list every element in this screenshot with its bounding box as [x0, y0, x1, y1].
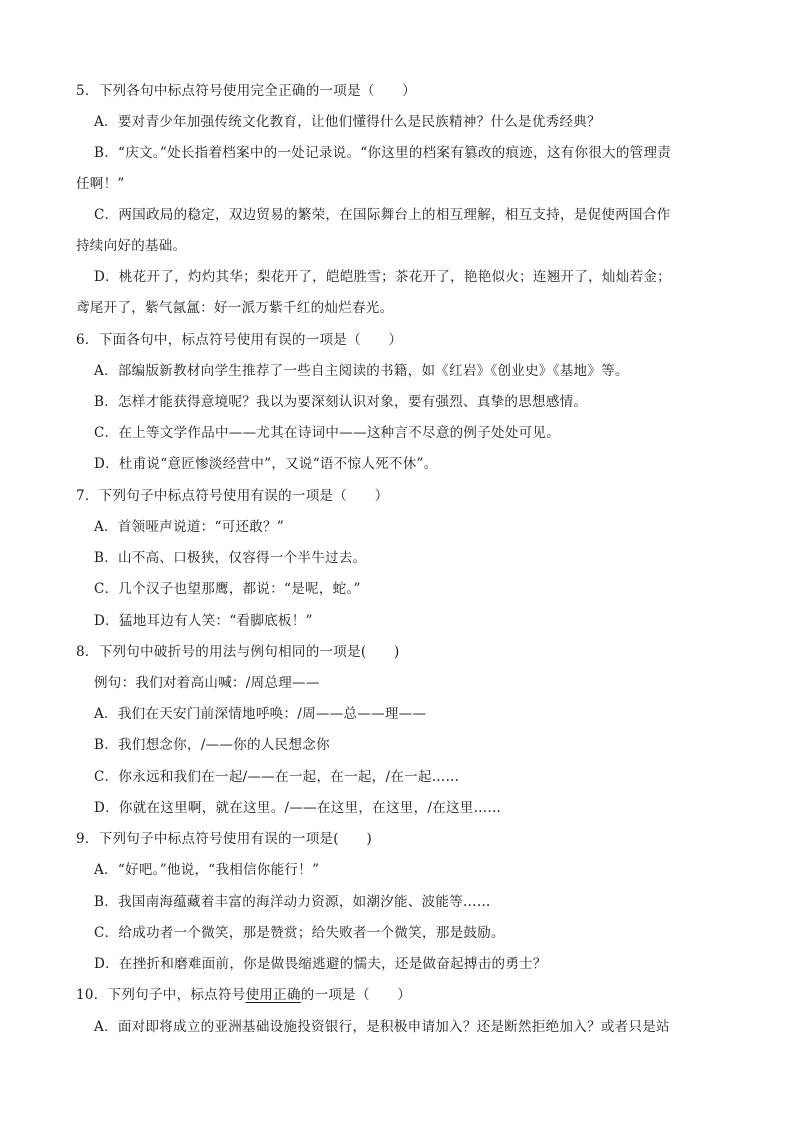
question-6-option-b: B．怎样才能获得意境呢？我以为要深刻认识对象，要有强烈、真挚的思想感情。 [94, 394, 588, 410]
question-5-stem: 5．下列各句中标点符号使用完全正确的一项是（ ） [76, 83, 417, 99]
question-8-option-c: C．你永远和我们在一起/——在一起，在一起，/在一起…… [94, 769, 460, 785]
question-8-option-b: B．我们想念你，/——你的人民想念你 [94, 737, 330, 753]
question-5-option-c: C．两国政局的稳定，双边贸易的繁荣，在国际舞台上的相互理解，相互支持，是促使两国合作 [94, 207, 671, 223]
question-5-option-a: A．要对青少年加强传统文化教育，让他们懂得什么是民族精神？什么是优秀经典？ [94, 114, 601, 130]
question-5-option-c-cont: 持续向好的基础。 [76, 238, 187, 254]
question-9-option-d: D．在挫折和磨难面前，你是做畏缩逃避的懦夫，还是做奋起搏击的勇士？ [94, 956, 547, 972]
question-7-stem: 7．下列句子中标点符号使用有误的一项是（ ） [76, 488, 389, 504]
question-5-option-d-cont: 鸢尾开了，紫气氤氲：好一派万紫千红的灿烂春光。 [76, 300, 394, 316]
question-6-stem: 6．下面各句中，标点符号使用有误的一项是（ ） [76, 332, 403, 348]
question-9-option-c: C．给成功者一个微笑，那是赞赏；给失败者一个微笑，那是鼓励。 [94, 925, 505, 941]
question-6-option-c: C．在上等文学作品中——尤其在诗词中——这种言不尽意的例子处处可见。 [94, 425, 561, 441]
question-7-option-d: D．猛地耳边有人笑：“看脚底板！” [94, 613, 313, 629]
question-5-option-d: D．桃花开了，灼灼其华；梨花开了，皑皑胜雪；茶花开了，艳艳似火；连翘开了，灿灿若金； [94, 269, 671, 285]
question-7-option-c: C．几个汉子也望那鹰，都说：“是呢，蛇。” [94, 581, 361, 597]
question-9-stem: 9．下列句子中标点符号使用有误的一项是( ) [76, 831, 373, 847]
question-10-stem [76, 985, 726, 1005]
question-5-option-b: B．“庆文。”处长指着档案中的一处记录说。“你这里的档案有篡改的痕迹，这有你很大的管理责 [94, 145, 672, 161]
question-7-option-b: B．山不高、口极狭，仅容得一个半牛过去。 [94, 550, 367, 566]
question-9-option-b: B．我国南海蕴藏着丰富的海洋动力资源，如潮汐能、波能等…… [94, 894, 491, 910]
question-10-stem-underlined: 使用正确 [245, 987, 301, 1003]
question-10-option-a: A．面对即将成立的亚洲基础设施投资银行，是积极申请加入？还是断然拒绝加入？或者只是站 [94, 1019, 670, 1035]
question-8-option-d: D．你就在这里啊，就在这里。/——在这里，在这里，/在这里…… [94, 800, 502, 816]
question-10-stem-before: 10．下列句子中，标点符号 [76, 987, 246, 1003]
question-8-example: 例句：我们对着高山喊：/周总理—— [94, 675, 320, 691]
question-6-option-a: A．部编版新教材向学生推荐了一些自主阅读的书籍，如《红岩》《创业史》《基地》等。 [94, 363, 629, 379]
question-7-option-a: A．首领哑声说道：“可还敢？” [94, 519, 285, 535]
question-6-option-d: D．杜甫说“意匠惨淡经营中”，又说“语不惊人死不休”。 [94, 456, 438, 472]
question-5-option-b-cont: 任啊！” [76, 176, 125, 192]
question-8-stem: 8．下列句中破折号的用法与例句相同的一项是( ) [76, 644, 400, 660]
question-10-stem-after: 的一项是（ ） [300, 987, 412, 1003]
question-8-option-a: A．我们在天安门前深情地呼唤：/周——总——理—— [94, 706, 427, 722]
question-9-option-a: A．“好吧。”他说，“我相信你能行！” [94, 862, 320, 878]
